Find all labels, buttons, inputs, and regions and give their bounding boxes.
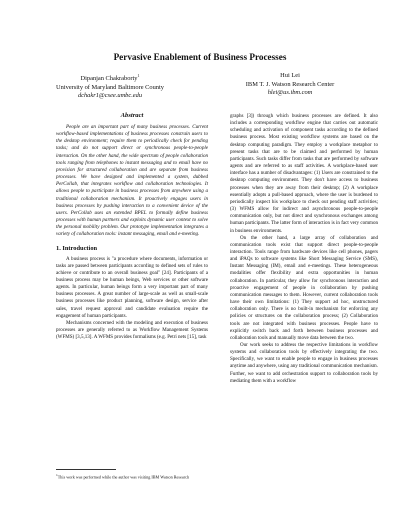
author-block-1 [40,72,180,101]
author-email: dchakr1@csee.umbc.edu [77,92,143,100]
body-paragraph-continued: graphs [3]) through which business processes are defined. It also includes a corresponding workflow engine that carries out automatic scheduling and activation of component tasks according to the defined business process. Most existing workflow systems are based on the desktop computing paradigm. They employ a workplace metaphor to present tasks that are to be claimed and performed by human participants. Such tasks differ from tasks that are performed by software agents and are referred to as staff activities. A workplace-based user interface has a number of disadvantages: (1) Users are constrained to the desktop computing environment. They don't have access to business processes when they are away from their desktop; (2) A workplace essentially adopts a pull-based approach, where the user is burdened to periodically inspect his workplace to check out pending staff activities; (3) WFMS allow for indirect and asynchronous people-to-people communication only, but not direct and synchronous exchanges among human participants. The latter form of interaction is in fact very common in business environments. [230,113,378,234]
author-email: hlei@us.ibm.com [267,89,313,97]
author-affiliation: University of Maryland Baltimore County [56,83,164,91]
author-name: Dipanjan Chakraborty [80,75,138,83]
body-paragraph: Our work seeks to address the respective limitations in workflow systems and collaboration tools by effectively integrating the two. Specifically, we want to enable people to engage in business processes anytime and anywhere, using any traditional communication mechanism. Further, we want to add orchestration support to collaboration tools by mediating them with a workflow [230,342,378,384]
footnote-text: This work was performed while the author was visiting IBM Watson Research [57,474,190,480]
paper-title: Pervasive Enablement of Business Processes [113,52,287,62]
author-block-2 [210,72,370,98]
abstract-heading: Abstract [120,112,144,119]
intro-paragraph-2: Mechanisms concerned with the modeling and execution of business processes are generally referred to as Workflow Management Systems (WFMS) [3,5,13]. A WFMS provides formalisms (e.g. Petri nets [15], task [56,319,208,341]
footnote [56,472,208,480]
intro-paragraph-1: A business process is "a procedure where documents, information or tasks are passed between participants according to defined sets of rules to achieve or contribute to an overall business goal" [24]. Participants of a business process may be human beings, Web services or other software agents. In particular, human beings form a very important part of many business processes. A great number of large-scale as well as small-scale business processes like product planning, software design, service after sales, travel request approval and candidate evaluation require the engagement of human participants. [56,255,208,319]
footnote-rule [56,469,116,470]
left-column [56,112,208,341]
abstract-text: People are an important part of many business processes. Current workflow-based implementations of business processes constrain users to the desktop environment; require them to periodically check for pending tasks; and do not support direct or synchronous people-to-people interaction. On the other hand, the wide spectrum of people collaboration tools ranging from telephones to instant messaging and to email have no provision for structured collaboration and are separate from business processes. We have designed and implemented a system, dubbed PerCollab, that integrates workflow and collaboration technologies. It allows people to participate in business processes from anywhere using a traditional collaboration mechanism. It proactively engages users in business processes by pushing interaction to a convenient device of the users. PerCollab uses an extended BPEL to formally define business processes with human partners and exploits dynamic user context to solve the personal mobility problem. Our prototype implementation integrates a variety of collaboration tools: instant messaging, email and e-meeting. [56,124,208,238]
footnote-mark: 1 [137,73,140,78]
right-column [230,113,378,385]
section-heading-introduction: 1. Introduction [56,244,98,252]
author-name: Hui Lei [280,72,300,79]
body-paragraph: On the other hand, a large array of collaboration and communication tools exist that support direct people-to-people interaction. Tools range from hardware devices like cell phones, pagers and iPAQs to software systems like Short Messaging Service (SMS), Instant Messaging (IM), email and e-meetings. These heterogeneous modalities offer flexibility and extra opportunities in human collaboration. In particular, they allow for synchronous interaction and proactive engagement of people in collaboration by pushing communication messages to them. However, current collaboration tools have their own limitations: (1) They support ad hoc, unstructured collaboration only. There is no built-in mechanism for enforcing any policies or structures on the collaboration process; (2) Collaboration tools are not integrated with business processes. People have to explicitly switch back and forth between business processes and collaboration tools and manually move data between the two. [230,234,378,341]
footnote-mark: 1 [56,473,58,477]
author-affiliation: IBM T. J. Watson Research Center [245,80,335,88]
